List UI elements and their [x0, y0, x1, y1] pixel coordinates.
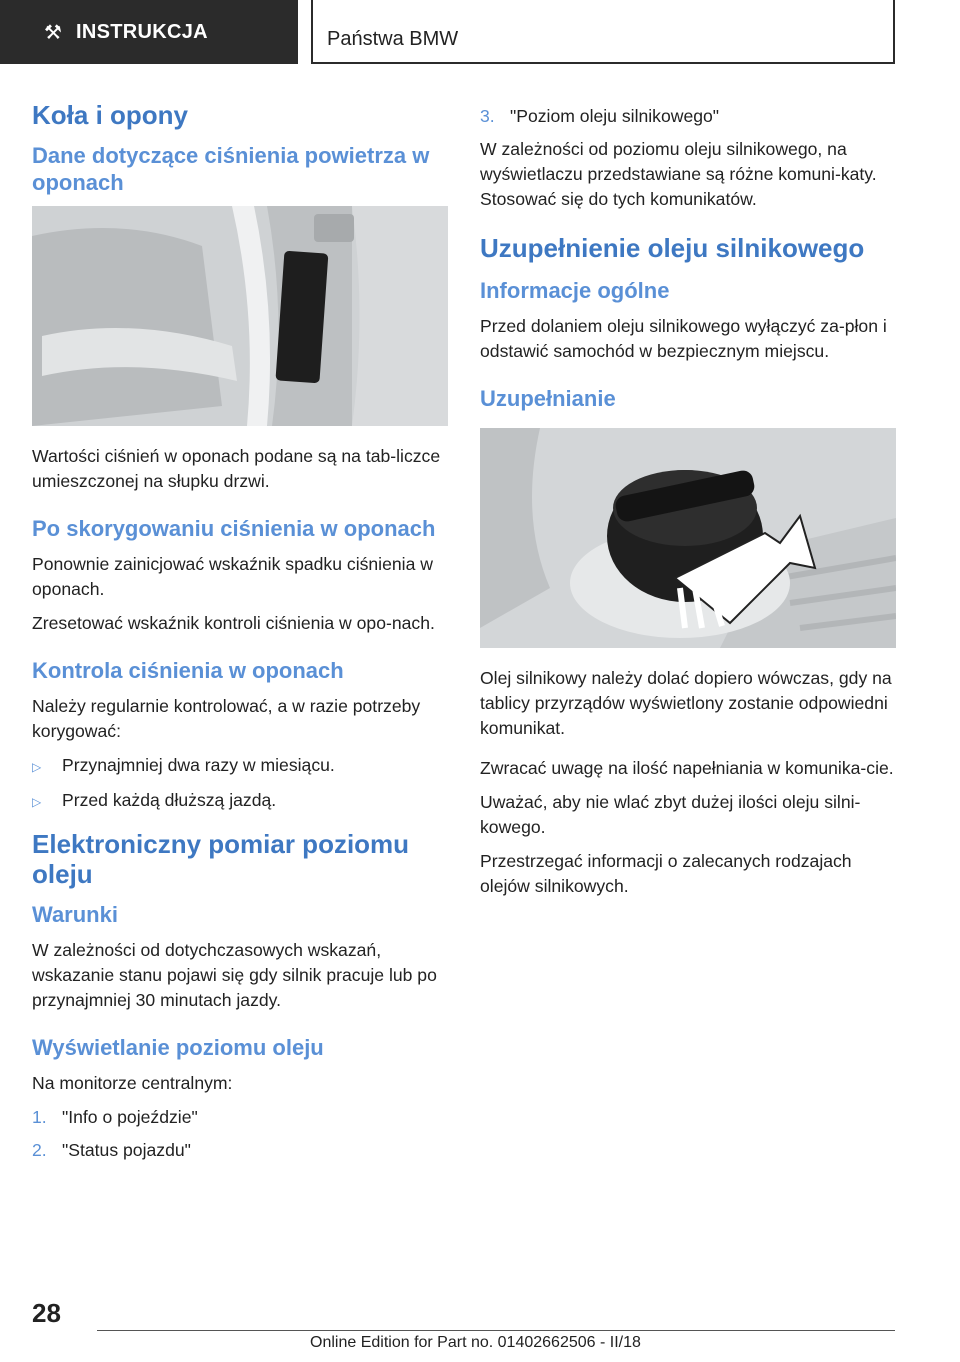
page-number: 28: [32, 1298, 61, 1328]
text-reset: Zresetować wskaźnik kontroli ciśnienia w opo‐nach.: [32, 613, 435, 633]
wrench-icon: ⚒: [44, 21, 62, 44]
left-column: [32, 100, 450, 1177]
text-quantity: Zwracać uwagę na ilość napełniania w komunika‐cie.: [480, 758, 894, 778]
list-item: 2. "Status pojazdu": [32, 1140, 191, 1160]
heading-check: Kontrola ciśnienia w oponach: [32, 658, 344, 683]
step-list-continued: [480, 104, 898, 129]
heading-filling: Uzupełnianie: [480, 386, 616, 411]
heading-general: Informacje ogólne: [480, 278, 670, 303]
header-tab-label: INSTRUKCJA: [76, 20, 208, 43]
bullet-list: [32, 753, 450, 815]
text-pressure-values: Wartości ciśnień w oponach podane są na tab‐liczce umieszczonej na słupku drzwi.: [32, 446, 441, 491]
heading-display: Wyświetlanie poziomu oleju: [32, 1035, 324, 1060]
text-display: Na monitorze centralnym:: [32, 1073, 233, 1093]
heading-after-correct: Po skorygowaniu ciśnienia w oponach: [32, 516, 436, 541]
header-tab[interactable]: [0, 0, 298, 64]
list-item: 1. "Info o pojeździe": [32, 1107, 198, 1127]
heading-pressure-data: Dane dotyczące ciśnienia powietrza w oponach: [32, 143, 430, 195]
triangle-bullet-icon: ▷: [32, 760, 42, 774]
text-general: Przed dolaniem oleju silnikowego wyłączyć za‐płon i odstawić samochód w bezpiecznym miejscu.: [480, 316, 887, 361]
oil-cap-figure: [480, 428, 896, 648]
heading-conditions: Warunki: [32, 902, 118, 927]
heading-topup: Uzupełnienie oleju silnikowego: [480, 233, 865, 263]
list-item: ▷ Przynajmniej dwa razy w miesiącu.: [32, 753, 450, 780]
list-item: ▷ Przed każdą dłuższą jazdą.: [32, 788, 450, 815]
heading-tires: Koła i opony: [32, 100, 188, 130]
text-fill-when: Olej silnikowy należy dolać dopiero wówczas, gdy na tablicy przyrządów wyświetlony zostanie odpowiedni komunikat.: [480, 668, 892, 738]
door-pillar-figure: [32, 206, 448, 426]
text-check: Należy regularnie kontrolować, a w razie potrzeby korygować:: [32, 696, 421, 741]
step-list: [32, 1105, 450, 1163]
triangle-bullet-icon: ▷: [32, 795, 42, 809]
text-no-too-much: Uważać, aby nie wlać zbyt dużej ilości oleju silni‐kowego.: [480, 792, 861, 837]
text-conditions: W zależności od dotychczasowych wskazań, wskazanie stanu pojawi się gdy silnik pracuje lub po przynajmniej 30 minutach jazdy.: [32, 940, 437, 1010]
header-title: Państwa BMW: [311, 0, 895, 64]
text-oil-types: Przestrzegać informacji o zalecanych rodzajach olejów silnikowych.: [480, 851, 852, 896]
heading-oil-measure: Elektroniczny pomiar poziomu oleju: [32, 829, 410, 889]
footer-edition: Online Edition for Part no. 01402662506 - II/18: [310, 1334, 641, 1351]
footer-divider: [97, 1330, 895, 1331]
right-column: [480, 104, 898, 908]
text-reinit: Ponownie zainicjować wskaźnik spadku ciśnienia w oponach.: [32, 554, 433, 599]
list-item: 3. "Poziom oleju silnikowego": [480, 106, 720, 126]
text-messages: W zależności od poziomu oleju silnikowego, na wyświetlaczu przedstawiane są różne komuni‐katy. Stosować się do tych komunikatów.: [480, 139, 877, 209]
